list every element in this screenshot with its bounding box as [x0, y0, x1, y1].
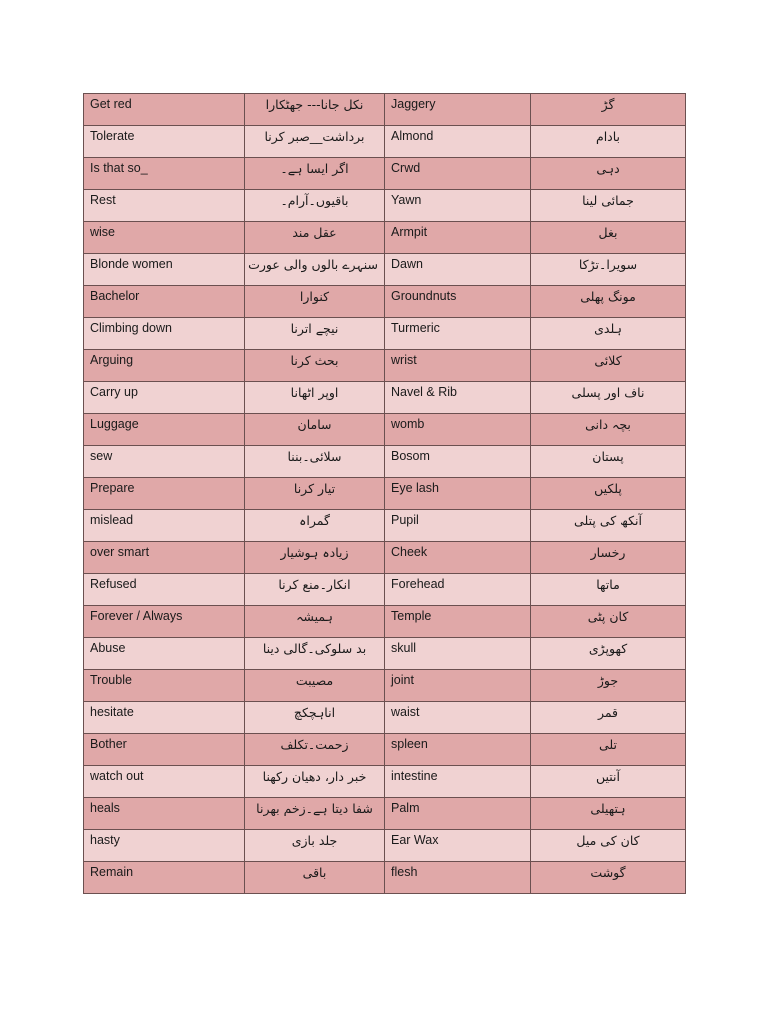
english-word-cell: Luggage: [84, 414, 245, 446]
english-word-cell: watch out: [84, 766, 245, 798]
urdu-meaning-cell: کلائی: [531, 350, 686, 382]
english-word-cell: Bosom: [385, 446, 531, 478]
english-word-cell: Blonde women: [84, 254, 245, 286]
urdu-meaning-cell: کھوپڑی: [531, 638, 686, 670]
table-row: [84, 830, 686, 862]
english-word-cell: joint: [385, 670, 531, 702]
urdu-meaning-cell: برداشت__صبر کرنا: [245, 126, 385, 158]
urdu-meaning-cell: شفا دیتا ہے۔زخم بھرنا: [245, 798, 385, 830]
urdu-meaning-cell: آنکھ کی پتلی: [531, 510, 686, 542]
table-row: [84, 606, 686, 638]
urdu-meaning-cell: سنہرے بالوں والی عورت: [245, 254, 385, 286]
english-word-cell: wrist: [385, 350, 531, 382]
urdu-meaning-cell: نکل جانا--- جھٹکارا: [245, 94, 385, 126]
table-row: [84, 350, 686, 382]
english-word-cell: heals: [84, 798, 245, 830]
english-word-cell: spleen: [385, 734, 531, 766]
english-word-cell: sew: [84, 446, 245, 478]
urdu-meaning-cell: کان پٹی: [531, 606, 686, 638]
table-row: [84, 286, 686, 318]
english-word-cell: Palm: [385, 798, 531, 830]
table-row: [84, 382, 686, 414]
english-word-cell: Refused: [84, 574, 245, 606]
urdu-meaning-cell: ناف اور پسلی: [531, 382, 686, 414]
table-row: [84, 158, 686, 190]
english-word-cell: Get red: [84, 94, 245, 126]
english-word-cell: Jaggery: [385, 94, 531, 126]
table-row: [84, 574, 686, 606]
urdu-meaning-cell: باقیوں۔آرام۔: [245, 190, 385, 222]
urdu-meaning-cell: جمائی لینا: [531, 190, 686, 222]
english-word-cell: womb: [385, 414, 531, 446]
english-word-cell: Dawn: [385, 254, 531, 286]
table-row: [84, 190, 686, 222]
urdu-meaning-cell: جوڑ: [531, 670, 686, 702]
urdu-meaning-cell: رخسار: [531, 542, 686, 574]
table-row: [84, 318, 686, 350]
urdu-meaning-cell: اوپر اٹھانا: [245, 382, 385, 414]
english-word-cell: Trouble: [84, 670, 245, 702]
table-row: [84, 478, 686, 510]
english-word-cell: Forever / Always: [84, 606, 245, 638]
table-row: [84, 254, 686, 286]
urdu-meaning-cell: مونگ پھلی: [531, 286, 686, 318]
english-word-cell: Crwd: [385, 158, 531, 190]
english-word-cell: Armpit: [385, 222, 531, 254]
table-row: [84, 510, 686, 542]
urdu-meaning-cell: اگر ایسا ہے۔: [245, 158, 385, 190]
urdu-meaning-cell: جلد بازی: [245, 830, 385, 862]
english-word-cell: Climbing down: [84, 318, 245, 350]
english-word-cell: Arguing: [84, 350, 245, 382]
table-row: [84, 862, 686, 894]
urdu-meaning-cell: سویرا۔تڑکا: [531, 254, 686, 286]
english-word-cell: Abuse: [84, 638, 245, 670]
english-word-cell: Forehead: [385, 574, 531, 606]
english-word-cell: Eye lash: [385, 478, 531, 510]
urdu-meaning-cell: پلکیں: [531, 478, 686, 510]
urdu-meaning-cell: آنتیں: [531, 766, 686, 798]
urdu-meaning-cell: خبر دار، دھیان رکھنا: [245, 766, 385, 798]
english-word-cell: Is that so_: [84, 158, 245, 190]
english-word-cell: Prepare: [84, 478, 245, 510]
english-word-cell: Bother: [84, 734, 245, 766]
urdu-meaning-cell: گمراہ: [245, 510, 385, 542]
urdu-meaning-cell: کنوارا: [245, 286, 385, 318]
urdu-meaning-cell: زیادہ ہوشیار: [245, 542, 385, 574]
english-word-cell: over smart: [84, 542, 245, 574]
english-word-cell: skull: [385, 638, 531, 670]
urdu-meaning-cell: مصیبت: [245, 670, 385, 702]
urdu-meaning-cell: سلائی۔بننا: [245, 446, 385, 478]
urdu-meaning-cell: گوشت: [531, 862, 686, 894]
table-row: [84, 670, 686, 702]
urdu-meaning-cell: قمر: [531, 702, 686, 734]
english-word-cell: Bachelor: [84, 286, 245, 318]
urdu-meaning-cell: بحث کرنا: [245, 350, 385, 382]
urdu-meaning-cell: زحمت۔تکلف: [245, 734, 385, 766]
urdu-meaning-cell: کان کی میل: [531, 830, 686, 862]
english-word-cell: hesitate: [84, 702, 245, 734]
urdu-meaning-cell: بادام: [531, 126, 686, 158]
english-word-cell: Pupil: [385, 510, 531, 542]
english-word-cell: Turmeric: [385, 318, 531, 350]
english-word-cell: Tolerate: [84, 126, 245, 158]
english-word-cell: Cheek: [385, 542, 531, 574]
english-word-cell: Navel & Rib: [385, 382, 531, 414]
urdu-meaning-cell: اناہچکچ: [245, 702, 385, 734]
english-word-cell: Yawn: [385, 190, 531, 222]
urdu-meaning-cell: ہتھیلی: [531, 798, 686, 830]
table-row: [84, 414, 686, 446]
table-row: [84, 446, 686, 478]
urdu-meaning-cell: انکار۔منع کرنا: [245, 574, 385, 606]
english-word-cell: flesh: [385, 862, 531, 894]
urdu-meaning-cell: ہمیشہ: [245, 606, 385, 638]
urdu-meaning-cell: گڑ: [531, 94, 686, 126]
urdu-meaning-cell: پستان: [531, 446, 686, 478]
english-word-cell: Groundnuts: [385, 286, 531, 318]
vocabulary-table-body: [84, 94, 686, 894]
vocabulary-table: [83, 93, 686, 894]
urdu-meaning-cell: ہلدی: [531, 318, 686, 350]
table-row: [84, 638, 686, 670]
english-word-cell: Ear Wax: [385, 830, 531, 862]
table-row: [84, 798, 686, 830]
table-row: [84, 94, 686, 126]
table-row: [84, 734, 686, 766]
english-word-cell: hasty: [84, 830, 245, 862]
english-word-cell: mislead: [84, 510, 245, 542]
urdu-meaning-cell: تیار کرنا: [245, 478, 385, 510]
english-word-cell: Carry up: [84, 382, 245, 414]
english-word-cell: wise: [84, 222, 245, 254]
table-row: [84, 766, 686, 798]
urdu-meaning-cell: بچہ دانی: [531, 414, 686, 446]
english-word-cell: Remain: [84, 862, 245, 894]
urdu-meaning-cell: ماتھا: [531, 574, 686, 606]
english-word-cell: waist: [385, 702, 531, 734]
urdu-meaning-cell: باقی: [245, 862, 385, 894]
table-row: [84, 542, 686, 574]
english-word-cell: Almond: [385, 126, 531, 158]
english-word-cell: Temple: [385, 606, 531, 638]
english-word-cell: Rest: [84, 190, 245, 222]
urdu-meaning-cell: بغل: [531, 222, 686, 254]
urdu-meaning-cell: دہی: [531, 158, 686, 190]
urdu-meaning-cell: سامان: [245, 414, 385, 446]
urdu-meaning-cell: نیچے اترنا: [245, 318, 385, 350]
table-row: [84, 702, 686, 734]
urdu-meaning-cell: عقل مند: [245, 222, 385, 254]
table-row: [84, 222, 686, 254]
urdu-meaning-cell: بد سلوکی۔گالی دینا: [245, 638, 385, 670]
urdu-meaning-cell: تلی: [531, 734, 686, 766]
english-word-cell: intestine: [385, 766, 531, 798]
table-row: [84, 126, 686, 158]
